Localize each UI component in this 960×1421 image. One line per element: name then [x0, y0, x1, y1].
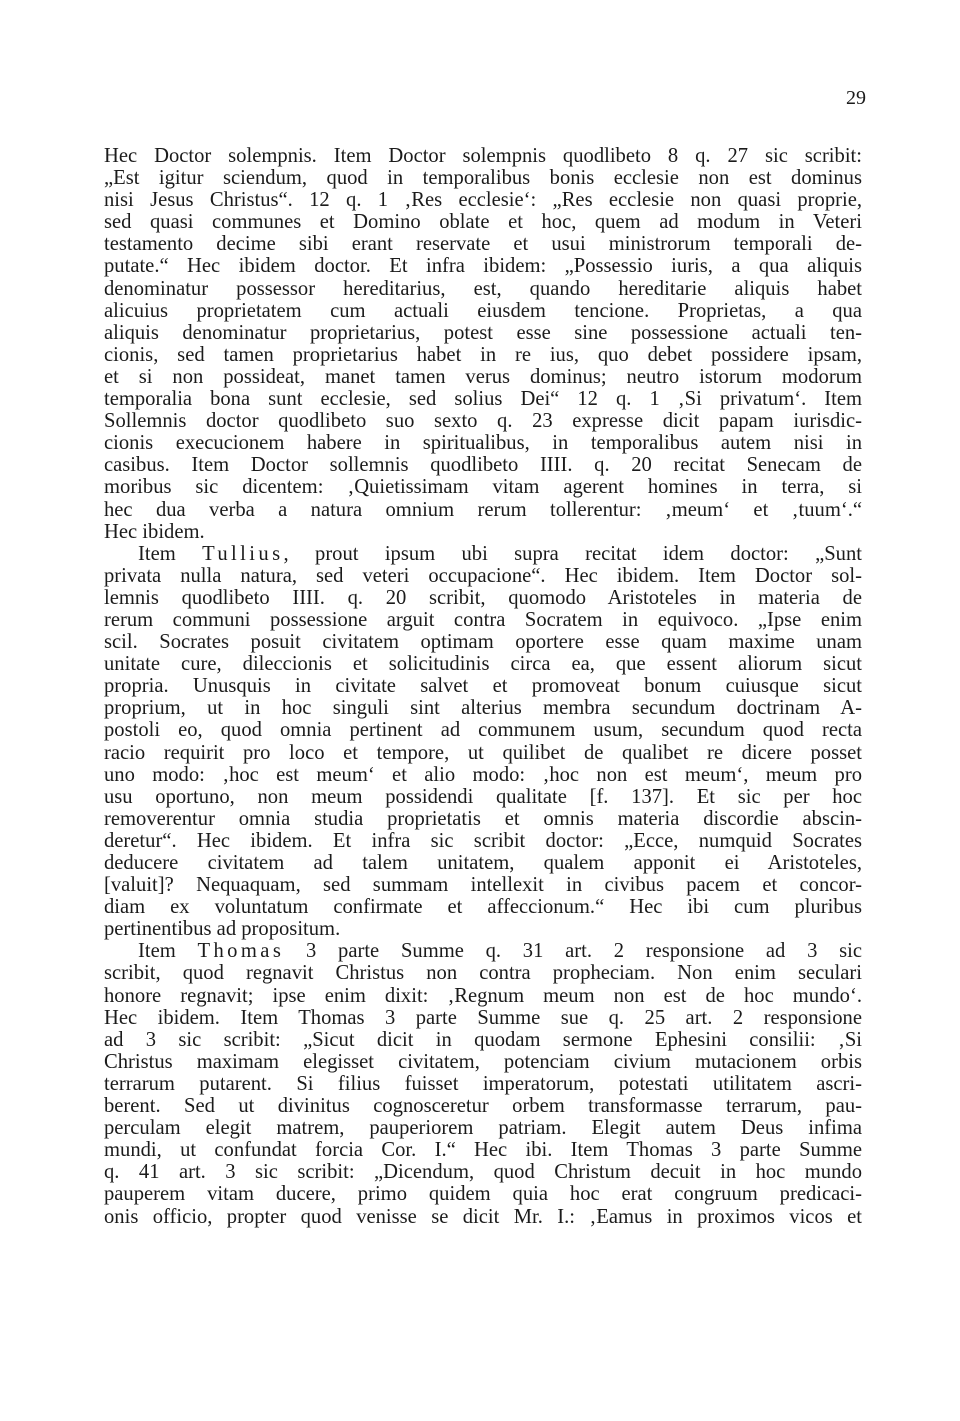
lead-rest: 3 parte Summe q. 31 art. 2 responsione ad 3 sic: [306, 940, 862, 963]
text-line: berent. Sed ut divinitus cognosceretur orbem transformasse terrarum, pau-: [104, 1095, 862, 1118]
text-line: onis officio, propter quod venisse se dicit Mr. I.: ‚Eamus in proximos vicos et: [104, 1205, 862, 1228]
body-text: [104, 145, 862, 1228]
text-line: testamento decime sibi erant reservate et usui ministrorum temporali de-: [104, 233, 862, 256]
text-line: pauperem vitam ducere, primo quidem quia hoc erat congruum predicaci-: [104, 1183, 862, 1206]
text-line: rerum communi possessione arguit contra Socratem in equivoco. „Ipse enim: [104, 608, 862, 631]
text-line: sed quasi communes et Domino oblate et hoc, quem ad modum in Veteri: [104, 211, 862, 234]
text-line: q. 41 art. 3 sic scribit: „Dicendum, quod Christum decuit in hoc mundo: [104, 1161, 862, 1184]
lead-word: Item: [138, 940, 176, 963]
text-line: honore regnavit; ipse enim dixit: ‚Regnum meum non est de hoc mundo‘.: [104, 984, 862, 1007]
text-line: terrarum putarent. Si filius fuisset imperatorum, potestati utilitatem ascri-: [104, 1072, 862, 1095]
text-line: racio requirit pro loco et tempore, ut quilibet de qualibet re dicere posset: [104, 741, 862, 764]
text-line: denominatur possessor hereditarius, est, quando hereditarie aliquis habet: [104, 277, 862, 300]
text-line: proprium, ut in hoc singuli sint alterius membra secundum doctrinam A-: [104, 697, 862, 720]
text-line: nisi Jesus Christus“. 12 q. 1 ‚Res ecclesie‘: „Res ecclesie non quasi proprie,: [104, 189, 862, 212]
text-line: usu oportuno, non meum possidendi qualitate [f. 137]. Et sic per hoc: [104, 785, 862, 808]
text-line: moribus sic dicentem: ‚Quietissimam vitam agerent homines in terra, si: [104, 476, 862, 499]
text-line: Hec Doctor solempnis. Item Doctor solempnis quodlibeto 8 q. 27 sic scribit:: [104, 145, 862, 167]
text-line: [104, 543, 862, 565]
text-line: removerentur omnia studia proprietatis et omnis materia discordie abscin-: [104, 807, 862, 830]
text-line: uno modo: ‚hoc est meum‘ et alio modo: ‚hoc non est meum‘, meum pro: [104, 763, 862, 786]
text-line: unitate cure, dileccionis et solicitudinis circa ea, que essent aliorum sicut: [104, 653, 862, 676]
text-line: Christus maximam elegisset civitatem, potenciam civium mutacionem orbis: [104, 1050, 862, 1073]
author-name: Tullius: [202, 542, 284, 565]
text-line: [104, 940, 862, 962]
text-line: „Est igitur sciendum, quod in temporalibus bonis ecclesie non est dominus: [104, 167, 862, 190]
paragraph-3: [104, 940, 862, 1227]
text-line: hec dua verba a natura omnium rerum tollerentur: ‚meum‘ et ‚tuum‘.“: [104, 498, 862, 521]
text-line: casibus. Item Doctor sollemnis quodlibeto IIII. q. 20 recitat Senecam de: [104, 454, 862, 477]
text-line: Hec ibidem.: [104, 520, 205, 543]
text-line: deducere civitatem ad talem unitatem, qualem apponit ei Aristoteles,: [104, 852, 862, 874]
text-line: deretur“. Hec ibidem. Et infra sic scribit doctor: „Ecce, numquid Socrates: [104, 829, 862, 852]
text-line: ad 3 sic scribit: „Sicut dicit in quodam sermone Ephesini consilii: ‚Si: [104, 1028, 862, 1051]
text-line: Hec ibidem. Item Thomas 3 parte Summe sue q. 25 art. 2 responsione: [104, 1006, 862, 1029]
text-line: postoli eo, quod omnia pertinent ad communem usum, secundum quod recta: [104, 719, 862, 742]
text-line: alicuius proprietatem cum actuali eiusdem tencione. Proprietas, a qua: [104, 299, 862, 322]
text-line: Sollemnis doctor quodlibeto suo sexto q. 23 expresse dicit papam iurisdic-: [104, 410, 862, 433]
text-line: cionis execucionem habere in spiritualibus, in temporalibus autem nisi in: [104, 432, 862, 455]
text-line: scribit, quod regnavit Christus non contra propheciam. Non enim seculari: [104, 962, 862, 985]
text-line: aliquis denominatur proprietarius, potest esse sine possessione actuali ten-: [104, 321, 862, 344]
text-line: perculam elegit matrem, pauperiorem patriam. Elegit autem Deus infima: [104, 1117, 862, 1140]
text-line: scil. Socrates posuit civitatem optimam oportere esse quam maxime unam: [104, 631, 862, 654]
text-line: et si non possideat, manet tamen verus dominus; neutro istorum modorum: [104, 365, 862, 388]
lead-rest: , prout ipsum ubi supra recitat idem doctor: „Sunt: [283, 542, 862, 565]
author-name: Thomas: [197, 940, 285, 963]
text-line: [valuit]? Nequaquam, sed summam intellexit in civibus pacem et concor-: [104, 874, 862, 897]
text-line: pertinentibus ad propositum.: [104, 918, 341, 941]
text-line: temporalia bona sunt ecclesie, sed solius Dei“ 12 q. 1 ‚Si privatum‘. Item: [104, 388, 862, 411]
text-line: diam ex voluntatum confirmate et affeccionum.“ Hec ibi cum pluribus: [104, 896, 862, 919]
paragraph-2: [104, 543, 862, 941]
text-line: mundi, ut confundat forcia Cor. I.“ Hec ibi. Item Thomas 3 parte Summe: [104, 1139, 862, 1162]
text-line: putate.“ Hec ibidem doctor. Et infra ibidem: „Possessio iuris, a qua aliquis: [104, 255, 862, 278]
lead-word: Item: [138, 542, 176, 565]
page-number: 29: [846, 87, 866, 109]
text-line: lemnis quodlibeto IIII. q. 20 scribit, quomodo Aristoteles in materia de: [104, 586, 862, 609]
text-line: cionis, sed tamen proprietarius habet in re ius, quo debet possidere ipsam,: [104, 343, 862, 366]
paragraph-1: [104, 145, 862, 543]
text-line: privata nulla natura, sed veteri occupacione“. Hec ibidem. Item Doctor sol-: [104, 564, 862, 587]
text-line: propria. Unusquis in civitate salvet et promoveat bonum cuiusque sicut: [104, 675, 862, 698]
